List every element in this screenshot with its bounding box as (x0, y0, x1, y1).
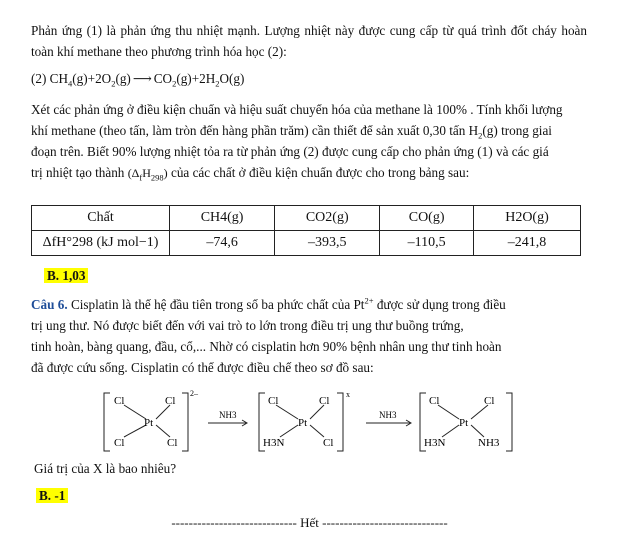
answer-2-highlight: B. -1 (36, 488, 68, 503)
metal-pt: Pt (144, 417, 154, 429)
ligand-cl: Cl (484, 395, 495, 407)
q6-line-3: tinh hoàn, bàng quang, đầu, cổ,... Nhờ có cisplatin hơn 90% bệnh nhân ung thư tinh hoàn (31, 339, 502, 354)
q6-line-2: trị ung thư. Nó được biết đến với vai trò to lớn trong điều trị ung thư buồng trứng, (31, 318, 464, 333)
table-header-cell: CO(g) (380, 206, 474, 231)
charge-1: 2– (190, 389, 198, 398)
problem-line-3: đoạn trên. Biết 90% lượng nhiệt tỏa ra từ phản ứng (2) được cung cấp cho phản ứng (1) và các giá (31, 144, 549, 159)
problem-line-4: trị nhiệt tạo thành $(\Delta_fH_{298})$ của các chất ở điều kiện chuẩn được cho trong bảng sau: (31, 165, 470, 183)
answer-1-highlight: B. 1,03 (44, 268, 88, 283)
table-header-row (32, 206, 581, 231)
q6-line-4: đã được cứu sống. Cisplatin có thể được điều chế theo sơ đồ sau: (31, 360, 374, 375)
ligand-h3n: H3N (263, 437, 285, 449)
ligand-cl: Cl (323, 437, 334, 449)
ligand-cl: Cl (429, 395, 440, 407)
table-header-cell: CH4(g) (170, 206, 275, 231)
ligand-cl: Cl (165, 395, 176, 407)
charge-x: x (346, 390, 350, 399)
answer-1 (44, 267, 88, 285)
table-header-cell: H2O(g) (473, 206, 580, 231)
metal-pt: Pt (459, 417, 469, 429)
table-cell: –393,5 (275, 231, 380, 256)
table-row (32, 231, 581, 256)
enthalpy-symbol: $(\Delta_fH_{298})$ (127, 166, 168, 183)
problem-line-1: Xét các phản ứng ở điều kiện chuẩn và hiệu suất chuyển hóa của methane là 100% . Tính khối lượng (31, 102, 563, 117)
table-row-label: ΔfH°298 (kJ mol−1) (32, 231, 170, 256)
table-header-cell: Chất (32, 206, 170, 231)
arrow-1 (208, 420, 247, 426)
metal-pt: Pt (298, 417, 308, 429)
question-text: Giá trị của X là bao nhiêu? (34, 461, 177, 476)
ligand-cl: Cl (114, 395, 125, 407)
question-6 (31, 294, 587, 378)
ligand-cl: Cl (268, 395, 279, 407)
question-label: Câu 6. (31, 297, 68, 312)
table-cell: –74,6 (170, 231, 275, 256)
table-header-cell: CO2(g) (275, 206, 380, 231)
table-cell: –241,8 (473, 231, 580, 256)
reagent-label: NH3 (379, 410, 397, 420)
ligand-cl: Cl (319, 395, 330, 407)
ligand-h3n: H3N (424, 437, 446, 449)
ligand-cl: Cl (167, 437, 178, 449)
ligand-nh3: NH3 (478, 437, 500, 449)
answer-2 (36, 487, 68, 505)
ligand-cl: Cl (114, 437, 125, 449)
problem-paragraph (31, 99, 587, 184)
table-cell: –110,5 (380, 231, 474, 256)
reagent-label: NH3 (219, 410, 237, 420)
arrow-2 (366, 420, 411, 426)
q6-line-1: Câu 6. Cisplatin là thế hệ đầu tiên trong số ba phức chất của $Pt^{2+}$ được sử dụng trong điều (31, 295, 506, 312)
intro-paragraph: Phản ứng (1) là phản ứng thu nhiệt mạnh. Lượng nhiệt này được cung cấp từ quá trình đốt cháy hoàn toàn khí methane theo phương trình hóa học (2): (31, 23, 587, 59)
end-marker: ----------------------------- Hết ----------------------------- (171, 515, 448, 530)
problem-line-2: khí methane (theo tấn, làm tròn đến hàng phần trăm) cần thiết để sản xuất 0,30 tấn $H_2(g)$ trong giai (31, 123, 552, 141)
cisplatin-scheme (0, 389, 619, 459)
enthalpy-table (31, 205, 581, 256)
combustion-equation: (2) $CH_4(g)+2O_2(g)$ ⟶ $CO_2(g)+2H_2O(g)$ (31, 71, 245, 89)
reaction-arrow: ⟶ (132, 71, 152, 86)
